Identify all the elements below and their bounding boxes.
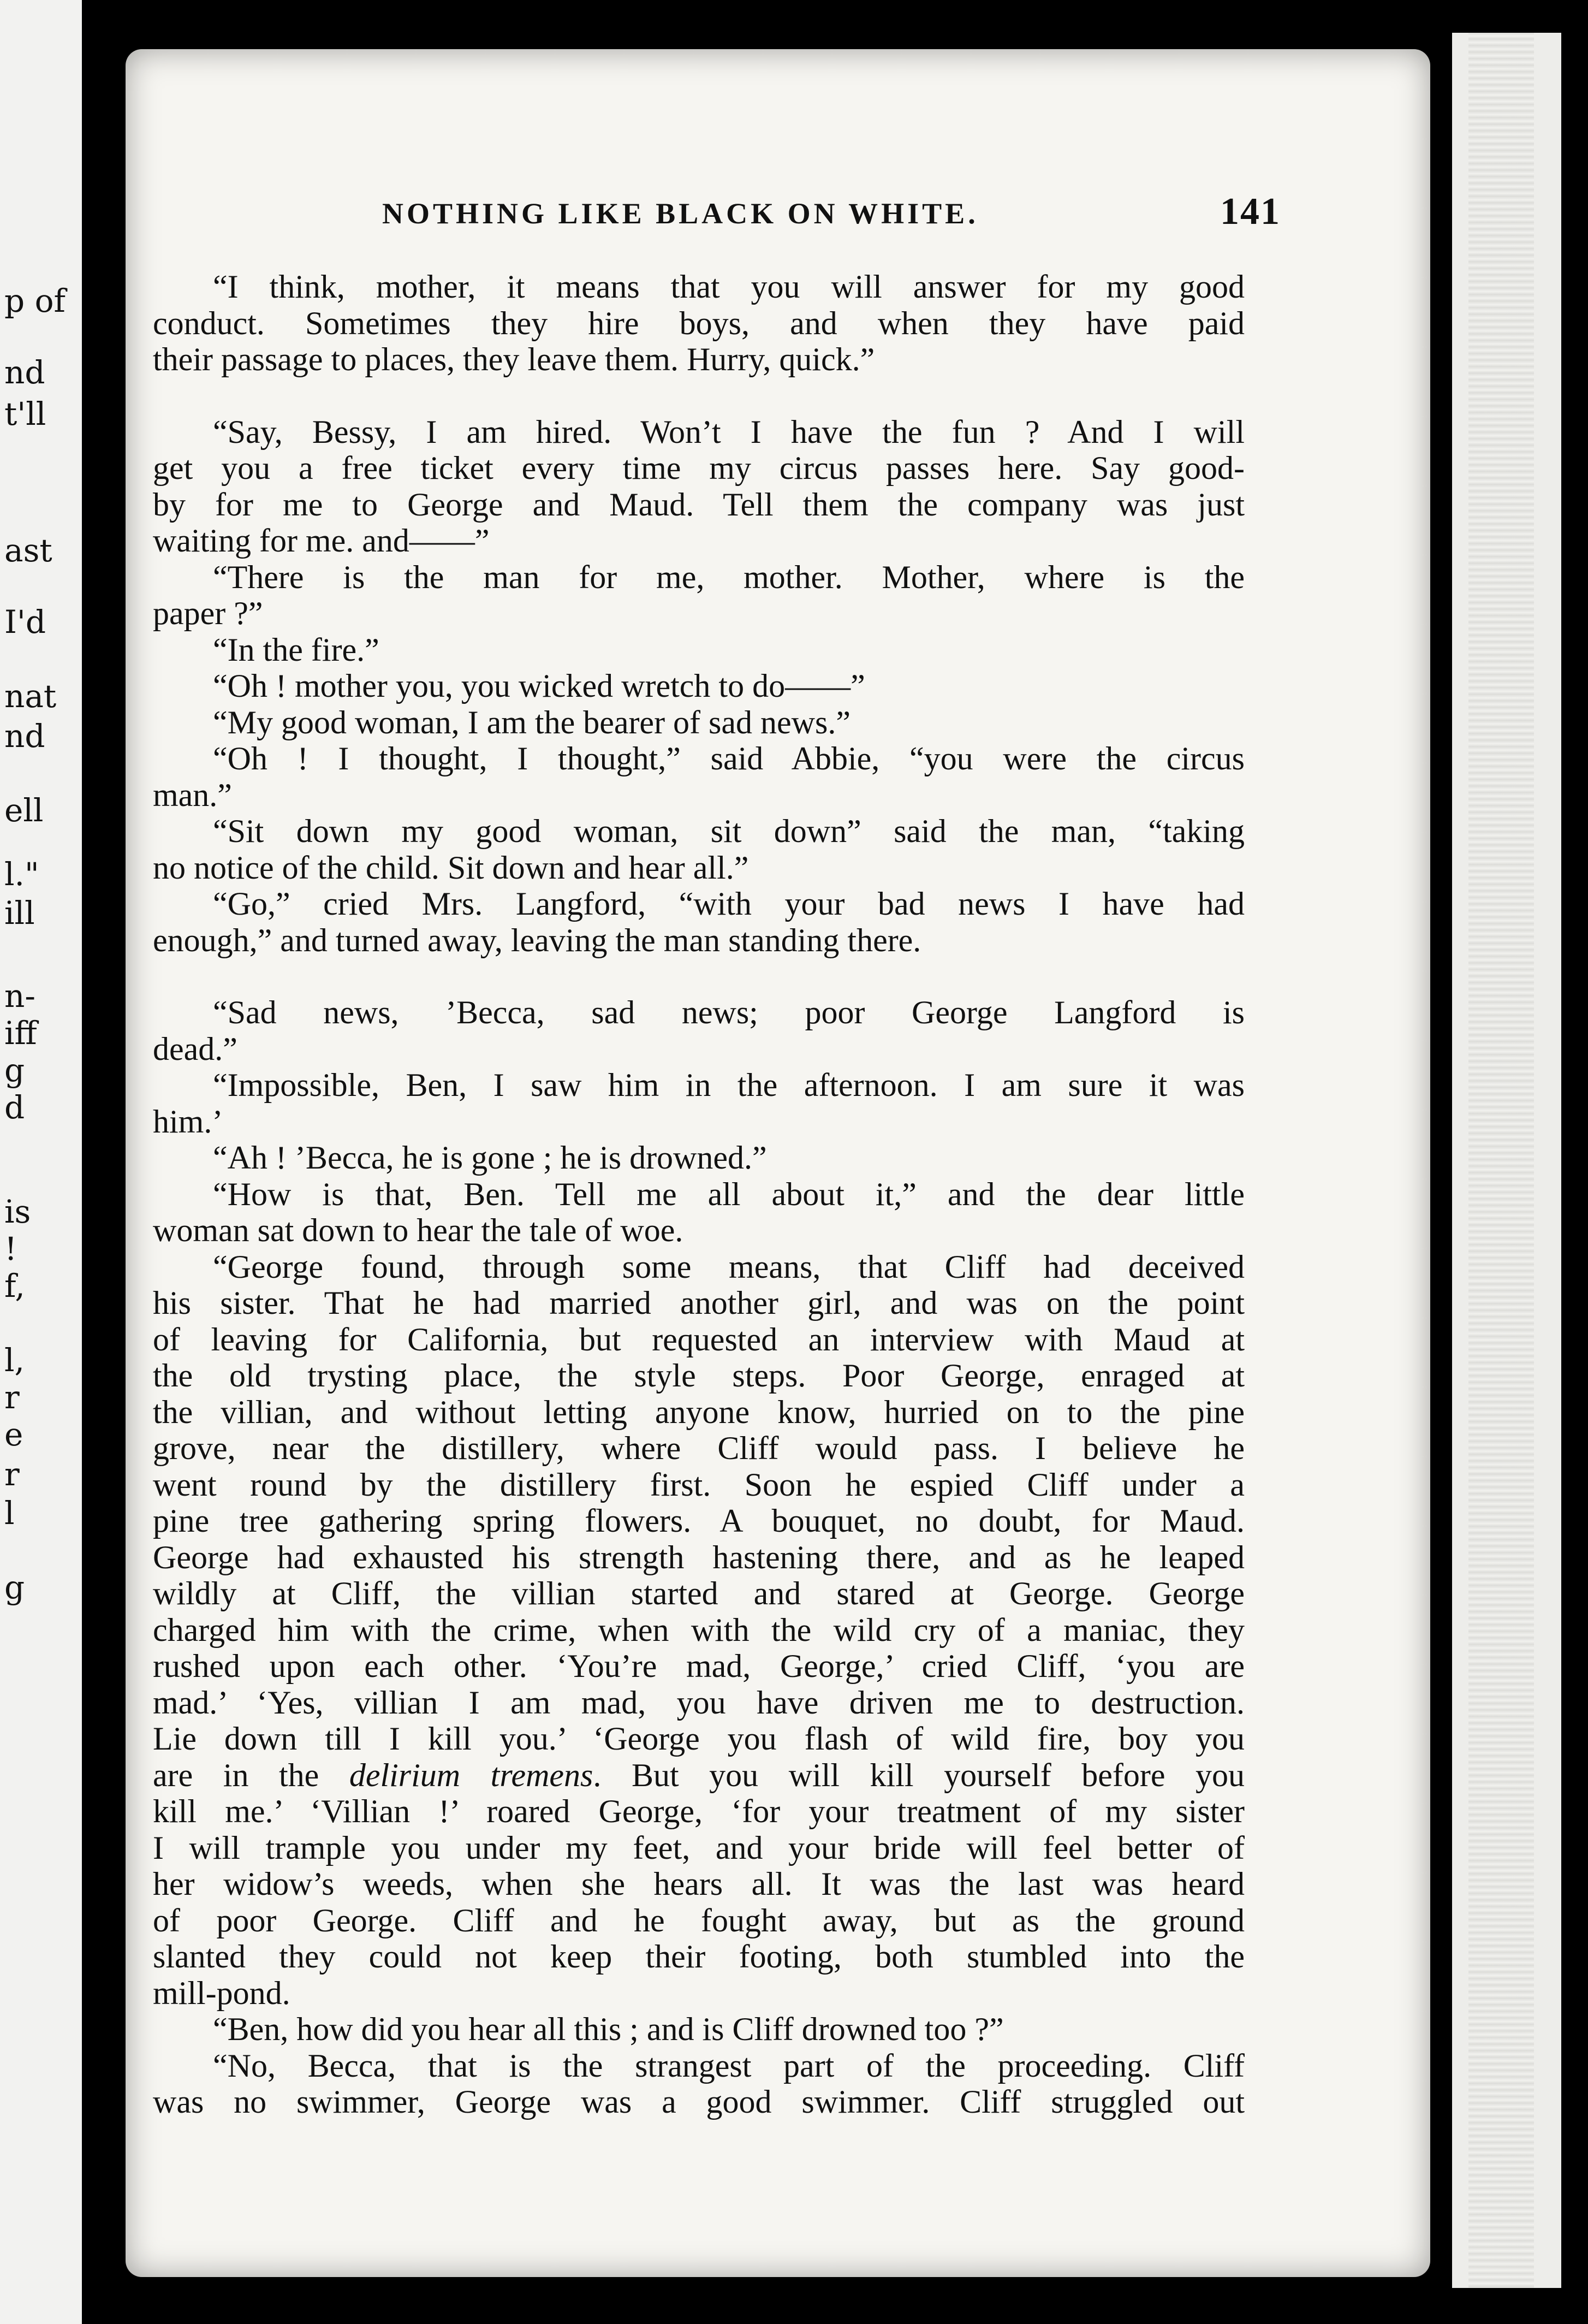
text-line: by for me to George and Maud. Tell them the company was just [153, 486, 1245, 523]
margin-fragment: g [4, 1568, 25, 1606]
margin-fragment: r [4, 1378, 20, 1416]
text-segment: . But you will kill yourself before you [593, 1757, 1245, 1793]
margin-fragment: l." [4, 856, 39, 893]
text-line: “George found, through some means, that Cliff had deceived [213, 1248, 1245, 1285]
margin-fragment: d [4, 1089, 25, 1127]
margin-fragment: nd [4, 353, 45, 391]
text-line: the villian, and without letting anyone know, hurried on to the pine [153, 1394, 1245, 1430]
text-line: “Ah ! ’Becca, he is gone ; he is drowned.” [213, 1140, 767, 1176]
text-line: I will trample you under my feet, and your bride will feel better of [153, 1829, 1245, 1866]
text-line: his sister. That he had married another girl, and was on the point [153, 1285, 1245, 1321]
text-line: kill me.’ ‘Villian !’ roared George, ‘for your treatment of my sister [153, 1793, 1245, 1829]
text-line: man.” [153, 776, 232, 813]
text-line: woman sat down to hear the tale of woe. [153, 1212, 683, 1248]
page-number: 141 [1220, 191, 1281, 233]
text-line: “Sit down my good woman, sit down” said the man, “taking [213, 813, 1245, 849]
text-line: “Go,” cried Mrs. Langford, “with your bad news I have had [213, 886, 1245, 922]
previous-page-fragments [0, 0, 82, 2324]
text-line: “Oh ! mother you, you wicked wretch to do——” [213, 668, 865, 704]
text-line: grove, near the distillery, where Cliff would pass. I believe he [153, 1430, 1245, 1466]
text-line: her widow’s weeds, when she hears all. It was the last was heard [153, 1866, 1245, 1902]
margin-fragment: l [4, 1494, 15, 1532]
margin-fragment: n- [4, 977, 35, 1015]
text-line: dead.” [153, 1030, 237, 1067]
text-line: waiting for me. and——” [153, 523, 490, 559]
text-line: of leaving for California, but requested an interview with Maud at [153, 1321, 1245, 1357]
running-header [153, 191, 1281, 246]
margin-fragment: e [4, 1415, 23, 1453]
text-line: “How is that, Ben. Tell me all about it,” and the dear little [213, 1176, 1245, 1212]
text-line: “Oh ! I thought, I thought,” said Abbie, “you were the circus [213, 740, 1245, 776]
body-text [153, 269, 1245, 2120]
margin-fragment: ell [4, 792, 44, 829]
margin-fragment: ast [4, 532, 52, 570]
text-line: him.’ [153, 1103, 223, 1140]
margin-fragment: is [4, 1193, 31, 1230]
text-line: their passage to places, they leave them. Hurry, quick.” [153, 341, 875, 377]
text-line: get you a free ticket every time my circus passes here. Say good- [153, 450, 1245, 486]
text-line: went round by the distillery first. Soon he espied Cliff under a [153, 1466, 1245, 1503]
text-line: rushed upon each other. ‘You’re mad, George,’ cried Cliff, ‘you are [153, 1648, 1245, 1684]
text-line: the old trysting place, the style steps. Poor George, enraged at [153, 1357, 1245, 1394]
text-line: “I think, mother, it means that you will answer for my good [213, 269, 1245, 305]
margin-fragment: ill [4, 894, 35, 932]
page-edge-texture [1468, 33, 1534, 2288]
margin-fragment: p of [4, 282, 66, 320]
text-line: “Ben, how did you hear all this ; and is Cliff drowned too ?” [213, 2011, 1004, 2047]
paragraph-gap [153, 378, 1245, 414]
margin-fragment: ! [4, 1230, 17, 1267]
italic-phrase: delirium tremens [349, 1757, 593, 1793]
text-line: was no swimmer, George was a good swimmer. Cliff struggled out [153, 2084, 1245, 2120]
text-line: “Say, Bessy, I am hired. Won’t I have the fun ? And I will [213, 413, 1245, 450]
text-line [153, 1757, 1245, 1794]
text-line: charged him with the crime, when with the wild cry of a maniac, they [153, 1611, 1245, 1648]
margin-fragment: iff [4, 1015, 37, 1052]
text-line: “My good woman, I am the bearer of sad news.” [213, 704, 850, 740]
text-line: “In the fire.” [213, 631, 379, 668]
running-title: NOTHING LIKE BLACK ON WHITE. [382, 197, 979, 230]
text-line: no notice of the child. Sit down and hear all.” [153, 849, 749, 886]
text-segment: are in the [153, 1757, 349, 1793]
text-line: Lie down till I kill you.’ ‘George you flash of wild fire, boy you [153, 1721, 1245, 1757]
margin-fragment: g [4, 1052, 25, 1089]
text-line: mad.’ ‘Yes, villian I am mad, you have driven me to destruction. [153, 1684, 1245, 1721]
margin-fragment: l, [4, 1341, 25, 1379]
text-line: paper ?” [153, 595, 263, 631]
text-line: “There is the man for me, mother. Mother, where is the [213, 559, 1245, 595]
text-line: slanted they could not keep their footing, both stumbled into the [153, 1938, 1245, 1975]
paragraph-gap [153, 958, 1245, 994]
text-line: “No, Becca, that is the strangest part of the proceeding. Cliff [213, 2047, 1245, 2084]
text-line: of poor George. Cliff and he fought away, but as the ground [153, 1902, 1245, 1938]
text-line: wildly at Cliff, the villian started and stared at George. George [153, 1575, 1245, 1611]
margin-fragment: f, [4, 1267, 25, 1305]
margin-fragment: nd [4, 718, 45, 755]
margin-fragment: I'd [4, 603, 46, 641]
text-line: “Sad news, ’Becca, sad news; poor George Langford is [213, 994, 1245, 1030]
text-line: George had exhausted his strength hastening there, and as he leaped [153, 1539, 1245, 1575]
margin-fragment: nat [4, 677, 57, 715]
text-line: mill-pond. [153, 1975, 290, 2011]
margin-fragment: t'll [4, 395, 46, 432]
text-line: pine tree gathering spring flowers. A bouquet, no doubt, for Maud. [153, 1503, 1245, 1539]
text-line: enough,” and turned away, leaving the man standing there. [153, 922, 921, 958]
text-line: conduct. Sometimes they hire boys, and when they have paid [153, 305, 1245, 341]
text-line: “Impossible, Ben, I saw him in the afternoon. I am sure it was [213, 1067, 1245, 1103]
margin-fragment: r [4, 1456, 20, 1493]
